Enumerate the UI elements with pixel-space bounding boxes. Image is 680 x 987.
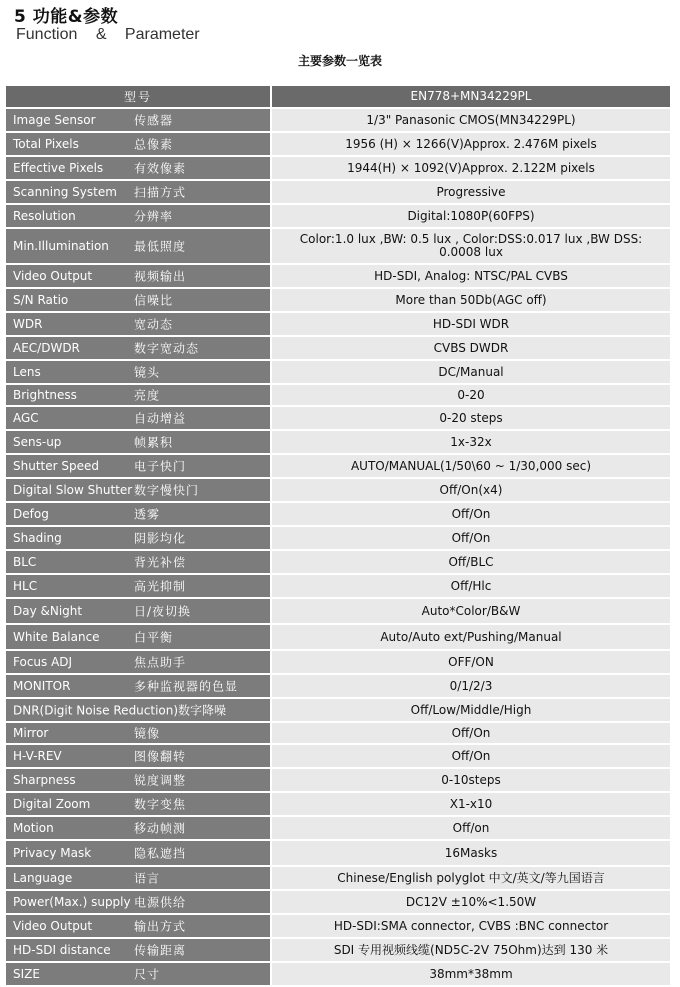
parameter-name-chinese: 隐私遮挡 — [134, 846, 187, 861]
table-row — [6, 312, 670, 336]
parameter-name-english: Resolution — [13, 209, 76, 223]
parameter-value: Auto*Color/B&W — [421, 603, 521, 618]
parameter-label-cell — [6, 156, 271, 180]
parameter-value: SDI 专用视频线缆(ND5C-2V 75Ohm)达到 130 米 — [333, 942, 609, 957]
parameter-value-cell — [271, 698, 670, 722]
parameter-name-chinese: 焦点助手 — [134, 655, 187, 670]
parameter-label-cell — [6, 132, 271, 156]
table-row — [6, 938, 670, 962]
parameter-name-chinese: 背光补偿 — [134, 555, 187, 570]
parameter-value-cell — [271, 744, 670, 768]
parameter-value: 1956 (H) × 1266(V)Approx. 2.476M pixels — [345, 136, 597, 151]
parameter-value-cell — [271, 866, 670, 890]
parameter-label-cell — [6, 792, 271, 816]
parameter-name-chinese: 输出方式 — [134, 919, 187, 934]
parameter-value-cell — [271, 156, 670, 180]
table-row — [6, 722, 670, 744]
parameter-label-cell — [6, 962, 271, 986]
parameter-value-cell — [271, 722, 670, 744]
parameter-name-english: Digital Slow Shutter — [13, 483, 133, 497]
parameter-value: DC/Manual — [438, 364, 504, 379]
parameter-name-chinese: 高光抑制 — [134, 579, 187, 594]
table-row — [6, 156, 670, 180]
parameter-value: CVBS DWDR — [433, 340, 509, 355]
table-row — [6, 914, 670, 938]
parameter-name-english: WDR — [13, 317, 43, 331]
parameter-value-cell — [271, 132, 670, 156]
parameter-name-english: Privacy Mask — [13, 846, 92, 860]
parameter-name-chinese: 有效像素 — [134, 161, 187, 176]
parameter-name-english: Defog — [13, 507, 49, 521]
parameter-name-chinese: 锐度调整 — [134, 773, 187, 788]
parameter-name-chinese: 宽动态 — [134, 317, 174, 332]
parameter-label-cell — [6, 674, 271, 698]
table-row — [6, 698, 670, 722]
parameter-name-english: Lens — [13, 365, 41, 379]
parameter-label-cell — [6, 288, 271, 312]
parameter-value-cell — [271, 550, 670, 574]
parameter-label-cell — [6, 938, 271, 962]
parameter-label-cell — [6, 768, 271, 792]
table-row — [6, 288, 670, 312]
table-row — [6, 624, 670, 650]
parameter-name-english: Total Pixels — [13, 137, 79, 151]
parameter-name-english: Shading — [13, 531, 62, 545]
parameter-value-cell — [271, 574, 670, 598]
parameter-value-cell — [271, 792, 670, 816]
parameter-value-cell — [271, 454, 670, 478]
table-row — [6, 108, 670, 132]
parameter-value: Off/BLC — [448, 554, 494, 569]
parameter-name-english: DNR(Digit Noise Reduction)数字降噪 — [13, 703, 227, 718]
table-row — [6, 132, 670, 156]
parameter-name-english: Digital Zoom — [13, 797, 91, 811]
parameter-value-cell — [271, 204, 670, 228]
table-row — [6, 526, 670, 550]
parameter-name-chinese: 镜头 — [134, 365, 161, 380]
parameter-value-cell — [271, 384, 670, 406]
parameter-value: 0-20 steps — [439, 410, 503, 425]
parameter-value: Color:1.0 lux ,BW: 0.5 lux , Color:DSS:0.017 lux ,BW DSS: 0.0008 lux — [299, 232, 643, 259]
parameter-name-chinese: 扫描方式 — [134, 185, 187, 200]
parameter-value: AUTO/MANUAL(1/50\60 ~ 1/30,000 sec) — [350, 458, 592, 473]
parameter-value: Off/On — [451, 506, 491, 521]
parameter-name-chinese: 总像素 — [134, 137, 174, 152]
parameter-label-cell — [6, 336, 271, 360]
parameter-label-cell — [6, 526, 271, 550]
parameter-name-english: BLC — [13, 555, 37, 569]
parameter-value: HD-SDI:SMA connector, CVBS :BNC connector — [333, 918, 609, 933]
parameter-name-chinese: 电子快门 — [134, 459, 187, 474]
parameter-name-chinese: 帧累积 — [134, 435, 174, 450]
parameter-name-english: Sens-up — [13, 435, 62, 449]
parameter-label-cell — [6, 890, 271, 914]
parameter-value-cell — [271, 598, 670, 624]
parameter-value: OFF/ON — [448, 654, 494, 669]
parameter-value: 0-10steps — [441, 772, 501, 787]
parameter-label-cell — [6, 598, 271, 624]
parameter-name-english: Sharpness — [13, 773, 76, 787]
parameter-value-cell — [271, 768, 670, 792]
parameter-value: Off/on — [452, 820, 490, 835]
parameter-name-english: Focus ADJ — [13, 655, 73, 669]
section-heading-english: Function & Parameter — [16, 26, 200, 43]
parameter-name-english: Day &Night — [13, 604, 83, 618]
table-row — [6, 840, 670, 866]
parameter-value-cell — [271, 624, 670, 650]
table-row — [6, 430, 670, 454]
parameter-name-chinese: 自动增益 — [134, 411, 187, 426]
header-label-cell — [6, 86, 271, 108]
parameter-value-cell — [271, 228, 670, 264]
table-row — [6, 360, 670, 384]
header-label: 型号 — [123, 90, 152, 104]
parameter-name-chinese: 白平衡 — [134, 630, 174, 645]
parameter-value: DC12V ±10%<1.50W — [405, 894, 537, 909]
parameter-name-chinese: 镜像 — [134, 726, 161, 741]
parameter-name-chinese: 传输距离 — [134, 943, 187, 958]
parameter-name-english: Effective Pixels — [13, 161, 104, 175]
parameter-label-cell — [6, 228, 271, 264]
parameter-value-cell — [271, 650, 670, 674]
parameter-label-cell — [6, 502, 271, 526]
parameter-label-cell — [6, 204, 271, 228]
parameter-name-english: Video Output — [13, 269, 93, 283]
parameter-value-cell — [271, 264, 670, 288]
parameter-value: HD-SDI, Analog: NTSC/PAL CVBS — [374, 268, 568, 283]
parameter-name-english: Language — [13, 871, 73, 885]
table-row — [6, 674, 670, 698]
parameter-label-cell — [6, 264, 271, 288]
table-header-row — [6, 86, 670, 108]
parameter-name-english: Power(Max.) supply — [13, 895, 131, 909]
parameter-value-cell — [271, 406, 670, 430]
parameter-value: Off/Hlc — [450, 578, 492, 593]
table-row — [6, 264, 670, 288]
parameter-name-english: H-V-REV — [13, 749, 62, 763]
parameter-name-chinese: 语言 — [134, 871, 161, 886]
table-row — [6, 890, 670, 914]
parameter-value-cell — [271, 840, 670, 866]
parameter-value: HD-SDI WDR — [432, 316, 510, 331]
parameter-name-chinese: 数字宽动态 — [134, 341, 200, 356]
parameter-name-english: HLC — [13, 579, 38, 593]
table-row — [6, 598, 670, 624]
parameter-label-cell — [6, 840, 271, 866]
table-row — [6, 866, 670, 890]
table-row — [6, 384, 670, 406]
parameter-name-chinese: 视频输出 — [134, 269, 187, 284]
parameter-value-cell — [271, 478, 670, 502]
parameter-name-chinese: 移动帧测 — [134, 821, 187, 836]
table-row — [6, 502, 670, 526]
parameter-value-cell — [271, 890, 670, 914]
parameter-name-english: Video Output — [13, 919, 93, 933]
parameter-label-cell — [6, 624, 271, 650]
parameter-label-cell — [6, 914, 271, 938]
header-model-cell — [271, 86, 670, 108]
parameter-name-english: HD-SDI distance — [13, 943, 111, 957]
parameter-value-cell — [271, 336, 670, 360]
table-row — [6, 228, 670, 264]
section-heading-chinese: 5 功能&参数 — [14, 7, 119, 27]
parameter-label-cell — [6, 478, 271, 502]
table-row — [6, 454, 670, 478]
table-row — [6, 816, 670, 840]
parameter-name-english: MONITOR — [13, 679, 71, 693]
parameter-label-cell — [6, 550, 271, 574]
parameter-label-cell — [6, 816, 271, 840]
parameter-name-chinese: 透雾 — [134, 507, 161, 522]
parameter-label-cell — [6, 360, 271, 384]
table-row — [6, 768, 670, 792]
parameter-value: 16Masks — [444, 845, 498, 860]
parameter-name-english: Image Sensor — [13, 113, 96, 127]
table-row — [6, 792, 670, 816]
parameter-label-cell — [6, 744, 271, 768]
table-row — [6, 744, 670, 768]
parameter-name-english: White Balance — [13, 630, 100, 644]
parameter-name-chinese: 图像翻转 — [134, 749, 187, 764]
parameter-name-chinese: 分辨率 — [134, 209, 174, 224]
parameter-value-cell — [271, 430, 670, 454]
parameter-value: 0/1/2/3 — [449, 678, 493, 693]
table-row — [6, 962, 670, 986]
parameter-value-cell — [271, 360, 670, 384]
table-row — [6, 336, 670, 360]
parameter-name-chinese: 日/夜切换 — [134, 604, 192, 619]
parameter-name-english: SIZE — [13, 967, 40, 981]
parameter-label-cell — [6, 312, 271, 336]
parameter-value-cell — [271, 914, 670, 938]
parameter-name-chinese: 阴影均化 — [134, 531, 187, 546]
parameter-label-cell — [6, 722, 271, 744]
header-model: EN778+MN34229PL — [410, 89, 532, 103]
table-row — [6, 180, 670, 204]
parameter-value-cell — [271, 288, 670, 312]
parameter-name-english: Shutter Speed — [13, 459, 99, 473]
parameter-name-chinese: 最低照度 — [134, 239, 187, 254]
parameter-label-cell — [6, 650, 271, 674]
parameter-value: Digital:1080P(60FPS) — [407, 208, 535, 223]
parameter-value-cell — [271, 108, 670, 132]
parameter-value-cell — [271, 962, 670, 986]
table-title: 主要参数一览表 — [297, 54, 382, 68]
parameter-value: Chinese/English polyglot 中文/英文/等九国语言 — [337, 870, 605, 885]
parameter-label-cell — [6, 180, 271, 204]
table-row — [6, 406, 670, 430]
parameter-name-chinese: 传感器 — [134, 113, 174, 128]
parameter-value: 1/3" Panasonic CMOS(MN34229PL) — [366, 112, 576, 127]
table-row — [6, 478, 670, 502]
parameter-label-cell — [6, 454, 271, 478]
parameter-name-english: S/N Ratio — [13, 293, 69, 307]
parameter-value-cell — [271, 816, 670, 840]
parameter-value: X1-x10 — [449, 796, 493, 811]
parameter-name-english: AEC/DWDR — [13, 341, 80, 355]
parameter-name-english: Brightness — [13, 388, 77, 402]
table-row — [6, 650, 670, 674]
parameter-name-english: Motion — [13, 821, 54, 835]
parameter-value: 1944(H) × 1092(V)Approx. 2.122M pixels — [347, 160, 595, 175]
parameter-name-chinese: 尺寸 — [134, 967, 161, 982]
parameter-value: Auto/Auto ext/Pushing/Manual — [380, 629, 562, 644]
parameter-name-chinese: 多种监视器的色显 — [134, 679, 239, 694]
parameter-name-chinese: 信噪比 — [134, 293, 174, 308]
parameter-value-cell — [271, 180, 670, 204]
parameter-label-cell — [6, 430, 271, 454]
parameter-value: Off/On — [451, 530, 491, 545]
table-row — [6, 550, 670, 574]
parameter-value: Off/On — [451, 748, 491, 763]
parameter-name-chinese: 数字变焦 — [134, 797, 187, 812]
parameter-label-cell — [6, 406, 271, 430]
parameter-label-cell — [6, 866, 271, 890]
parameter-name-english: Scanning System — [13, 185, 117, 199]
parameter-value: 38mm*38mm — [429, 966, 513, 981]
parameter-name-chinese: 电源供给 — [134, 895, 187, 910]
parameter-name-english: AGC — [13, 411, 39, 425]
parameter-value-cell — [271, 312, 670, 336]
parameter-value-cell — [271, 938, 670, 962]
parameter-label-cell — [6, 574, 271, 598]
parameter-name-english: Min.Illumination — [13, 239, 109, 253]
table-row — [6, 204, 670, 228]
parameter-label-cell — [6, 384, 271, 406]
parameter-value: Off/Low/Middle/High — [410, 702, 532, 717]
parameter-value: 1x-32x — [450, 434, 492, 449]
parameter-value-cell — [271, 502, 670, 526]
table-row — [6, 574, 670, 598]
parameter-value: Off/On(x4) — [439, 482, 503, 497]
parameter-name-chinese: 数字慢快门 — [134, 483, 200, 498]
parameter-value: More than 50Db(AGC off) — [395, 292, 547, 307]
parameter-value-cell — [271, 526, 670, 550]
parameter-label-cell — [6, 698, 271, 722]
parameter-value-cell — [271, 674, 670, 698]
parameter-name-english: Mirror — [13, 726, 49, 740]
parameter-label-cell — [6, 108, 271, 132]
parameter-table — [6, 86, 670, 987]
parameter-value: Off/On — [451, 725, 491, 740]
parameter-value: 0-20 — [457, 387, 485, 402]
parameter-value: Progressive — [436, 184, 506, 199]
parameter-name-chinese: 亮度 — [134, 388, 161, 403]
